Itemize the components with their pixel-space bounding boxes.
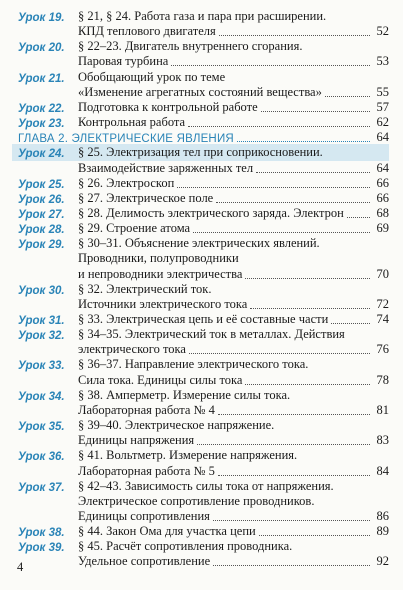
toc-row — [0, 251, 403, 267]
toc-row — [0, 433, 403, 449]
toc-row — [0, 161, 403, 177]
lesson-number: Урок 33. — [18, 360, 65, 373]
page-ref: 84 — [376, 463, 389, 478]
title-text: § 22–23. Двигатель внутреннего сгорания. — [78, 39, 303, 54]
lesson-title — [78, 9, 373, 24]
toc-row — [0, 100, 403, 116]
title-text: § 25. Электризация тел при соприкосновении. — [78, 145, 323, 160]
lesson-title — [78, 221, 373, 236]
dot-leader — [261, 111, 370, 112]
title-text: «Изменение агрегатных состояний вещества» — [78, 84, 322, 99]
lesson-title — [78, 433, 373, 448]
lesson-number: Урок 31. — [18, 315, 65, 327]
title-text: Лабораторная работа № 5 — [78, 463, 215, 478]
toc-row — [0, 327, 403, 343]
dot-leader — [331, 323, 370, 324]
lesson-title — [78, 418, 373, 433]
toc-row — [0, 191, 403, 207]
lesson-number: Урок 39. — [18, 542, 65, 555]
title-text: Паровая турбина — [78, 54, 169, 69]
dot-leader — [171, 65, 370, 66]
lesson-title — [78, 251, 373, 266]
toc-row — [0, 312, 403, 328]
lesson-number: Урок 19. — [18, 12, 65, 24]
title-text: § 29. Строение атома — [78, 221, 191, 236]
lesson-number: Урок 35. — [18, 421, 65, 434]
page-ref: 68 — [376, 205, 389, 220]
lesson-number: Урок 27. — [18, 208, 65, 221]
lesson-title — [78, 464, 373, 479]
dot-leader — [245, 384, 370, 385]
lesson-title — [78, 448, 373, 463]
toc-row — [0, 39, 403, 55]
page-ref: 64 — [376, 160, 389, 175]
lesson-title — [78, 297, 373, 312]
lesson-title — [78, 267, 373, 282]
page-ref: 72 — [376, 296, 389, 311]
title-text: Взаимодействие заряженных тел — [78, 160, 254, 175]
page-ref: 92 — [376, 554, 389, 569]
page-ref: 55 — [376, 84, 389, 99]
lesson-number: Урок 28. — [18, 224, 65, 237]
toc-row — [0, 494, 403, 510]
page-ref: 69 — [376, 221, 389, 236]
dot-leader — [259, 535, 370, 536]
lesson-number: Урок 25. — [18, 178, 65, 191]
dot-leader — [197, 444, 370, 445]
toc-row — [0, 9, 403, 25]
title-text: Обобщающий урок по теме — [78, 69, 226, 84]
lesson-number: Урок 38. — [18, 527, 65, 540]
dot-leader — [325, 96, 370, 97]
dot-leader — [256, 172, 370, 173]
lesson-number: Урок 34. — [18, 390, 65, 403]
title-text: ГЛАВА 2. ЭЛЕКТРИЧЕСКИЕ ЯВЛЕНИЯ — [18, 133, 234, 146]
page-ref: 83 — [376, 433, 389, 448]
lesson-title — [78, 100, 373, 115]
lesson-title — [78, 282, 373, 297]
chapter-heading — [0, 130, 403, 146]
page-ref: 62 — [376, 115, 389, 130]
toc-row — [0, 282, 403, 298]
lesson-title — [78, 206, 373, 221]
toc-row — [0, 176, 403, 192]
lesson-title — [78, 85, 373, 100]
dot-leader — [219, 35, 370, 36]
title-text: § 27. Электрическое поле — [78, 190, 214, 205]
title-text: § 28. Делимость электрического заряда. Электрон — [78, 205, 344, 220]
lesson-number: Урок 23. — [18, 118, 65, 131]
dot-leader — [245, 278, 370, 279]
dot-leader — [250, 308, 370, 309]
title-text: § 44. Закон Ома для участка цепи — [78, 524, 256, 539]
title-text: § 38. Амперметр. Измерение силы тока. — [78, 387, 291, 402]
dot-leader — [237, 141, 370, 142]
lesson-number: Урок 26. — [18, 193, 65, 206]
title-text: § 34–35. Электрический ток в металлах. Действия — [78, 327, 345, 342]
dot-leader — [189, 353, 370, 354]
toc-row — [0, 236, 403, 252]
title-text: Подготовка к контрольной работе — [78, 99, 258, 114]
lesson-title — [78, 554, 373, 569]
title-text: § 32. Электрический ток. — [78, 281, 212, 296]
toc-row — [0, 297, 403, 313]
title-text: Источники электрического тока — [78, 296, 248, 311]
lesson-title — [78, 54, 373, 69]
title-text: § 21, § 24. Работа газа и пара при расширении. — [78, 9, 327, 23]
toc-row — [0, 448, 403, 464]
lesson-number: Урок 36. — [18, 451, 65, 464]
title-text: § 45. Расчёт сопротивления проводника. — [78, 539, 293, 554]
lesson-title — [78, 509, 373, 524]
title-text: Лабораторная работа № 4 — [78, 402, 215, 417]
lesson-number: Урок 30. — [18, 284, 65, 297]
title-text: Сила тока. Единицы силы тока — [78, 372, 243, 387]
dot-leader — [216, 202, 370, 203]
toc-row — [0, 509, 403, 525]
toc-row — [0, 206, 403, 222]
toc-row — [0, 403, 403, 419]
page-ref: 66 — [376, 190, 389, 205]
dot-leader — [218, 475, 370, 476]
dot-leader — [213, 520, 370, 521]
toc-row — [0, 388, 403, 404]
title-text: Удельное сопротивление — [78, 554, 211, 569]
lesson-title — [78, 479, 373, 494]
lesson-number: Урок 24. — [18, 148, 65, 161]
lesson-title — [78, 494, 373, 509]
lesson-number: Урок 22. — [18, 102, 65, 115]
toc-row — [0, 418, 403, 434]
title-text: Проводники, полупроводники — [78, 251, 239, 266]
page-ref: 74 — [376, 312, 389, 326]
lesson-title — [78, 539, 373, 554]
title-text: § 26. Электроскоп — [78, 175, 175, 190]
title-text: Единицы сопротивления — [78, 508, 210, 523]
title-text: электрического тока — [78, 342, 186, 357]
dot-leader — [193, 232, 370, 233]
toc-row — [0, 221, 403, 237]
page-ref: 70 — [376, 266, 389, 281]
lesson-title — [78, 373, 373, 388]
lesson-title — [78, 327, 373, 342]
page-ref: 53 — [376, 54, 389, 69]
page-ref: 78 — [376, 372, 389, 387]
page-ref: 52 — [376, 24, 389, 39]
dot-leader — [177, 187, 370, 188]
lesson-title — [78, 524, 373, 539]
toc-row — [0, 267, 403, 283]
chapter-title — [18, 133, 373, 145]
page-ref: 64 — [376, 130, 389, 145]
toc-row — [0, 145, 403, 161]
lesson-title — [78, 236, 373, 251]
toc-row — [0, 373, 403, 389]
dot-leader — [213, 565, 370, 566]
lesson-number: Урок 20. — [18, 42, 65, 55]
dot-leader — [188, 126, 370, 127]
dot-leader — [347, 217, 370, 218]
lesson-title — [78, 115, 373, 130]
page-ref: 66 — [376, 175, 389, 190]
lesson-title — [78, 191, 373, 206]
toc-row — [0, 479, 403, 495]
title-text: Единицы напряжения — [78, 433, 195, 448]
toc-row — [0, 464, 403, 480]
toc-row — [0, 342, 403, 358]
lesson-number: Урок 29. — [18, 239, 65, 252]
toc-row — [0, 115, 403, 131]
lesson-title — [78, 312, 373, 327]
toc-row — [0, 357, 403, 373]
title-text: и непроводники электричества — [78, 266, 243, 281]
title-text: § 36–37. Направление электрического тока. — [78, 357, 309, 372]
toc-row — [0, 554, 403, 570]
lesson-title — [78, 342, 373, 357]
toc-row — [0, 24, 403, 40]
page-ref: 86 — [376, 508, 389, 523]
lesson-title — [78, 24, 373, 39]
title-text: § 41. Вольтметр. Измерение напряжения. — [78, 448, 298, 463]
toc-row — [0, 54, 403, 70]
page-ref: 57 — [376, 99, 389, 114]
lesson-title — [78, 70, 373, 85]
title-text: § 33. Электрическая цепь и её составные части — [78, 312, 329, 326]
title-text: § 39–40. Электрическое напряжение. — [78, 418, 275, 433]
lesson-title — [78, 161, 373, 176]
title-text: КПД теплового двигателя — [78, 24, 216, 39]
lesson-number: Урок 37. — [18, 481, 65, 494]
lesson-title — [78, 388, 373, 403]
toc-row — [0, 524, 403, 540]
lesson-title — [78, 39, 373, 54]
dot-leader — [218, 414, 370, 415]
lesson-number: Урок 21. — [18, 72, 65, 85]
lesson-title — [78, 176, 373, 191]
title-text: Электрическое сопротивление проводников. — [78, 493, 315, 508]
lesson-title — [78, 357, 373, 372]
page-ref: 89 — [376, 524, 389, 539]
toc-row — [0, 85, 403, 101]
title-text: § 30–31. Объяснение электрических явлений. — [78, 236, 320, 251]
page-number: 4 — [17, 560, 24, 574]
lesson-title — [78, 145, 373, 160]
toc-row — [0, 70, 403, 86]
page-ref: 76 — [376, 342, 389, 357]
title-text: § 42–43. Зависимость силы тока от напряжения. — [78, 478, 334, 493]
lesson-number: Урок 32. — [18, 330, 65, 343]
lesson-title — [78, 403, 373, 418]
title-text: Контрольная работа — [78, 115, 186, 130]
toc-row — [0, 539, 403, 555]
page-ref: 81 — [376, 402, 389, 417]
